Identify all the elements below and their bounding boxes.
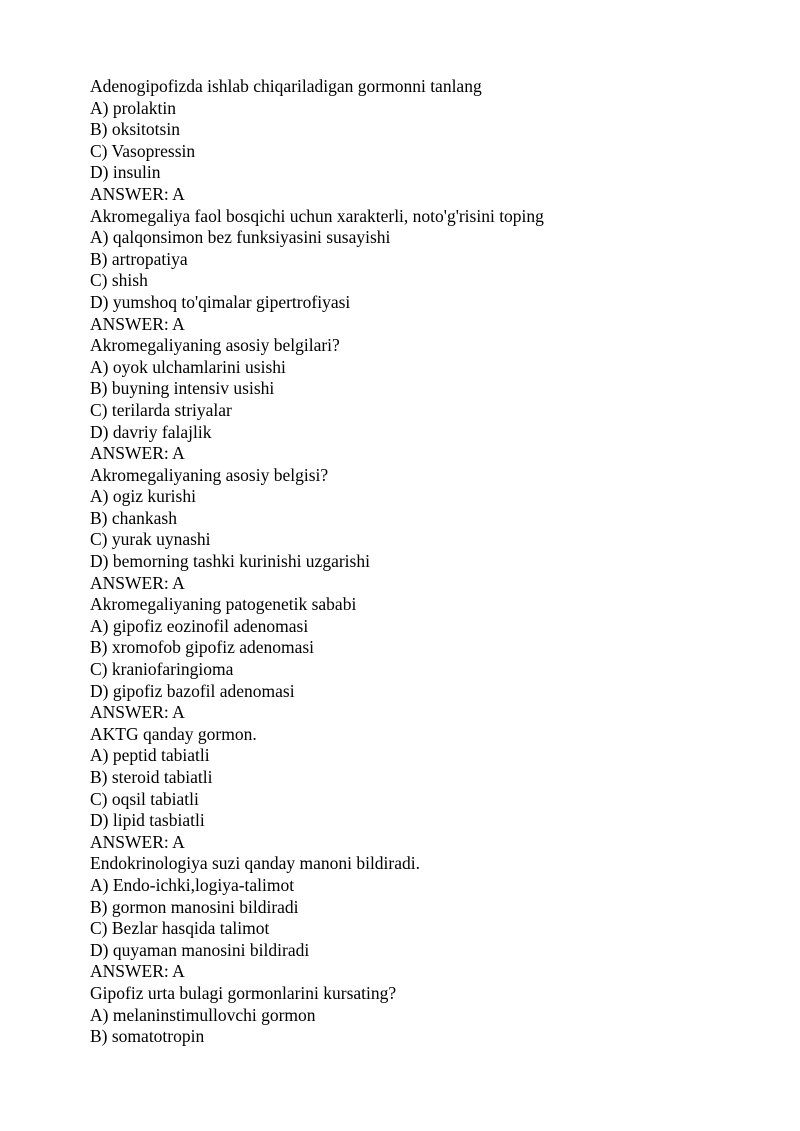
answer-line: ANSWER: A <box>90 572 185 593</box>
option-c: C) terilarda striyalar <box>90 399 232 420</box>
option-c: C) kraniofaringioma <box>90 659 234 680</box>
option-c: C) Vasopressin <box>90 140 196 161</box>
quiz-text <box>90 76 770 1048</box>
option-a: A) ogiz kurishi <box>90 486 196 507</box>
option-a: A) peptid tabiatli <box>90 745 210 766</box>
question-block <box>90 465 770 595</box>
option-b: B) steroid tabiatli <box>90 767 213 787</box>
option-a: A) melaninstimullovchi gormon <box>90 1004 316 1025</box>
option-b: B) artropatiya <box>90 248 188 269</box>
question-block <box>90 983 770 1048</box>
question-block <box>90 594 770 724</box>
option-d: D) yumshoq to'qimalar gipertrofiyasi <box>90 291 351 312</box>
option-b: B) oksitotsin <box>90 119 180 140</box>
option-a: A) oyok ulchamlarini usishi <box>90 356 286 377</box>
question-text: Adenogipofizda ishlab chiqariladigan gormonni tanlang <box>90 76 482 96</box>
option-b: B) buyning intensiv usishi <box>90 378 275 399</box>
option-b: B) xromofob gipofiz adenomasi <box>90 637 315 658</box>
question-text: Gipofiz urta bulagi gormonlarini kursating? <box>90 982 397 1003</box>
question-text: AKTG qanday gormon. <box>90 723 257 744</box>
option-d: D) lipid tasbiatli <box>90 810 205 831</box>
option-d: D) bemorning tashki kurinishi uzgarishi <box>90 551 370 572</box>
option-b: B) somatotropin <box>90 1026 205 1047</box>
option-d: D) gipofiz bazofil adenomasi <box>90 680 295 701</box>
option-d: D) quyaman manosini bildiradi <box>90 939 310 960</box>
question-text: Akromegaliyaning patogenetik sababi <box>90 594 357 615</box>
option-a: A) gipofiz eozinofil adenomasi <box>90 615 309 636</box>
question-text: Akromegaliya faol bosqichi uchun xarakterli, noto'g'risini toping <box>90 205 544 226</box>
question-block <box>90 76 770 206</box>
question-block <box>90 206 770 336</box>
option-c: C) shish <box>90 270 148 291</box>
question-block <box>90 724 770 854</box>
answer-line: ANSWER: A <box>90 313 185 334</box>
option-a: A) prolaktin <box>90 97 177 118</box>
question-block <box>90 335 770 465</box>
question-text: Endokrinologiya suzi qanday manoni bildiradi. <box>90 853 421 874</box>
option-c: C) oqsil tabiatli <box>90 788 199 809</box>
option-d: D) davriy falajlik <box>90 421 212 442</box>
option-b: B) chankash <box>90 507 177 528</box>
answer-line: ANSWER: A <box>90 961 185 982</box>
answer-line: ANSWER: A <box>90 443 185 464</box>
option-a: A) Endo-ichki,logiya-talimot <box>90 874 295 895</box>
option-a: A) qalqonsimon bez funksiyasini susayishi <box>90 227 391 248</box>
option-d: D) insulin <box>90 162 161 183</box>
option-b: B) gormon manosini bildiradi <box>90 896 299 917</box>
answer-line: ANSWER: A <box>90 183 185 204</box>
question-text: Akromegaliyaning asosiy belgisi? <box>90 464 329 485</box>
answer-line: ANSWER: A <box>90 831 185 852</box>
question-block <box>90 853 770 983</box>
answer-line: ANSWER: A <box>90 702 185 723</box>
option-c: C) Bezlar hasqida talimot <box>90 918 270 939</box>
question-text: Akromegaliyaning asosiy belgilari? <box>90 335 340 356</box>
option-c: C) yurak uynashi <box>90 529 211 550</box>
